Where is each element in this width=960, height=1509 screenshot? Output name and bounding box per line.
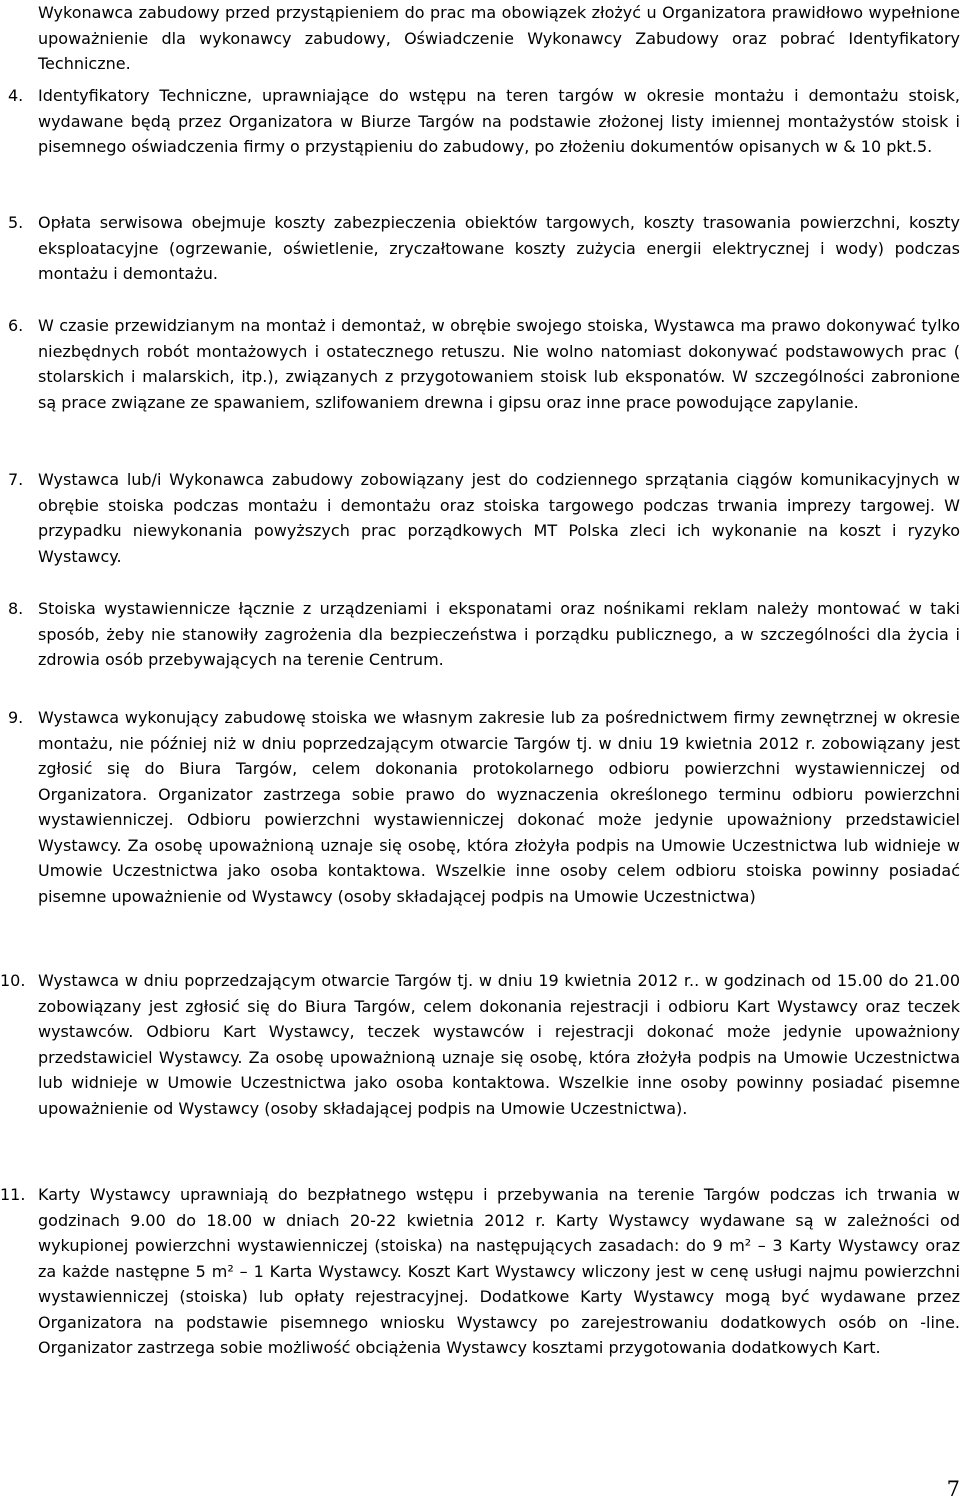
item-text: Identyfikatory Techniczne, uprawniające do wstępu na teren targów w okresie montażu i demontażu stoisk, wydawane będą przez Organizatora w Biurze Targów na podstawie złożonej listy imiennej montażystów stoisk i pisemnego oświadczenia firmy o przystąpieniu do zabudowy, po złożeniu dokumentów opisanych w & 10 pkt.5. [38,86,960,156]
item-number: 4. [8,86,24,105]
list-item-4 [0,83,960,160]
page-number: 7 [946,1477,960,1501]
item-number: 8. [8,599,24,618]
list-item-5 [0,210,960,287]
item-text: Karty Wystawcy uprawniają do bezpłatnego wstępu i przebywania na terenie Targów podczas ich trwania w godzinach 9.00 do 18.00 w dniach 20-22 kwietnia 2012 r. Karty Wystawcy wydawane są w zależności od wykupionej powierzchni wystawienniczej (stoiska) na następujących zasadach: do 9 m² – 3 Karty Wystawcy oraz za każde następne 5 m² – 1 Karta Wystawcy. Koszt Kart Wystawcy wliczony jest w cenę usługi najmu powierzchni wystawienniczej (stoiska) lub opłaty rejestracyjnej. Dodatkowe Karty Wystawcy mogą być wydawane przez Organizatora na podstawie pisemnego wniosku Wystawcy po zarejestrowaniu dodatkowych osób on -line. Organizator zastrzega sobie możliwość obciążenia Wystawcy kosztami przygotowania dodatkowych Kart. [38,1185,960,1357]
list-item-8 [0,596,960,673]
intro-paragraph: Wykonawca zabudowy przed przystąpieniem do prac ma obowiązek złożyć u Organizatora prawidłowo wypełnione upoważnienie dla wykonawcy zabudowy, Oświadczenie Wykonawcy Zabudowy oraz pobrać Identyfikatory Techniczne. [38,3,960,73]
item-text: Wystawca lub/i Wykonawca zabudowy zobowiązany jest do codziennego sprzątania ciągów komunikacyjnych w obrębie stoiska podczas montażu i demontażu oraz stoiska targowego podczas trwania imprezy targowej. W przypadku niewykonania powyższych prac porządkowych MT Polska zleci ich wykonanie na koszt i ryzyko Wystawcy. [38,470,960,566]
list-item-11 [0,1182,960,1361]
item-text: Wystawca w dniu poprzedzającym otwarcie Targów tj. w dniu 19 kwietnia 2012 r.. w godzinach od 15.00 do 21.00 zobowiązany jest zgłosić się do Biura Targów, celem dokonania rejestracji i odbioru Kart Wystawcy oraz teczek wystawców. Odbioru Kart Wystawcy, teczek wystawców i rejestracji dokonać może jedynie upoważniony przedstawiciel Wystawcy. Za osobę upoważnioną uznaje się osobę, która złożyła podpis na Umowie Uczestnictwa lub widnieje w Umowie Uczestnictwa jako osoba kontaktowa. Wszelkie inne osoby powinny posiadać pisemne upoważnienie od Wystawcy (osoby składającej podpis na Umowie Uczestnictwa). [38,971,960,1118]
item-number: 6. [8,316,24,335]
list-item-6 [0,313,960,415]
item-number: 9. [8,708,24,727]
item-number: 5. [8,213,24,232]
item-text: W czasie przewidzianym na montaż i demontaż, w obrębie swojego stoiska, Wystawca ma prawo dokonywać tylko niezbędnych robót montażowych i ostatecznego retuszu. Nie wolno natomiast dokonywać podstawowych prac ( stolarskich i malarskich, itp.), związanych z przygotowaniem stoisk lub eksponatów. W szczególności zabronione są prace związane ze spawaniem, szlifowaniem drewna i gipsu oraz inne prace powodujące zapylanie. [38,316,960,412]
item-text: Opłata serwisowa obejmuje koszty zabezpieczenia obiektów targowych, koszty trasowania powierzchni, koszty eksploatacyjne (ogrzewanie, oświetlenie, zryczałtowane koszty zużycia energii elektrycznej i wody) podczas montażu i demontażu. [38,213,960,283]
item-text: Stoiska wystawiennicze łącznie z urządzeniami i eksponatami oraz nośnikami reklam należy montować w taki sposób, żeby nie stanowiły zagrożenia dla bezpieczeństwa i porządku publicznego, a w szczególności dla życia i zdrowia osób przebywających na terenie Centrum. [38,599,960,669]
item-number: 10. [0,971,26,990]
list-item-9 [0,705,960,909]
list-item-10 [0,968,960,1121]
item-number: 7. [8,470,24,489]
list-item-7 [0,467,960,569]
item-text: Wystawca wykonujący zabudowę stoiska we własnym zakresie lub za pośrednictwem firmy zewnętrznej w okresie montażu, nie później niż w dniu poprzedzającym otwarcie Targów tj. w dniu 19 kwietnia 2012 r. zobowiązany jest zgłosić się do Biura Targów, celem dokonania protokolarnego odbioru powierzchni wystawienniczej od Organizatora. Organizator zastrzega sobie prawo do wyznaczenia określonego terminu odbioru powierzchni wystawienniczej. Odbioru powierzchni wystawienniczej dokonać może jedynie upoważniony przedstawiciel Wystawcy. Za osobę upoważnioną uznaje się osobę, która złożyła podpis na Umowie Uczestnictwa lub widnieje w Umowie Uczestnictwa jako osoba kontaktowa. Wszelkie inne osoby celem odbioru stoiska powinny posiadać pisemne upoważnienie od Wystawcy (osoby składającej podpis na Umowie Uczestnictwa) [38,708,960,906]
item-number: 11. [0,1185,26,1204]
